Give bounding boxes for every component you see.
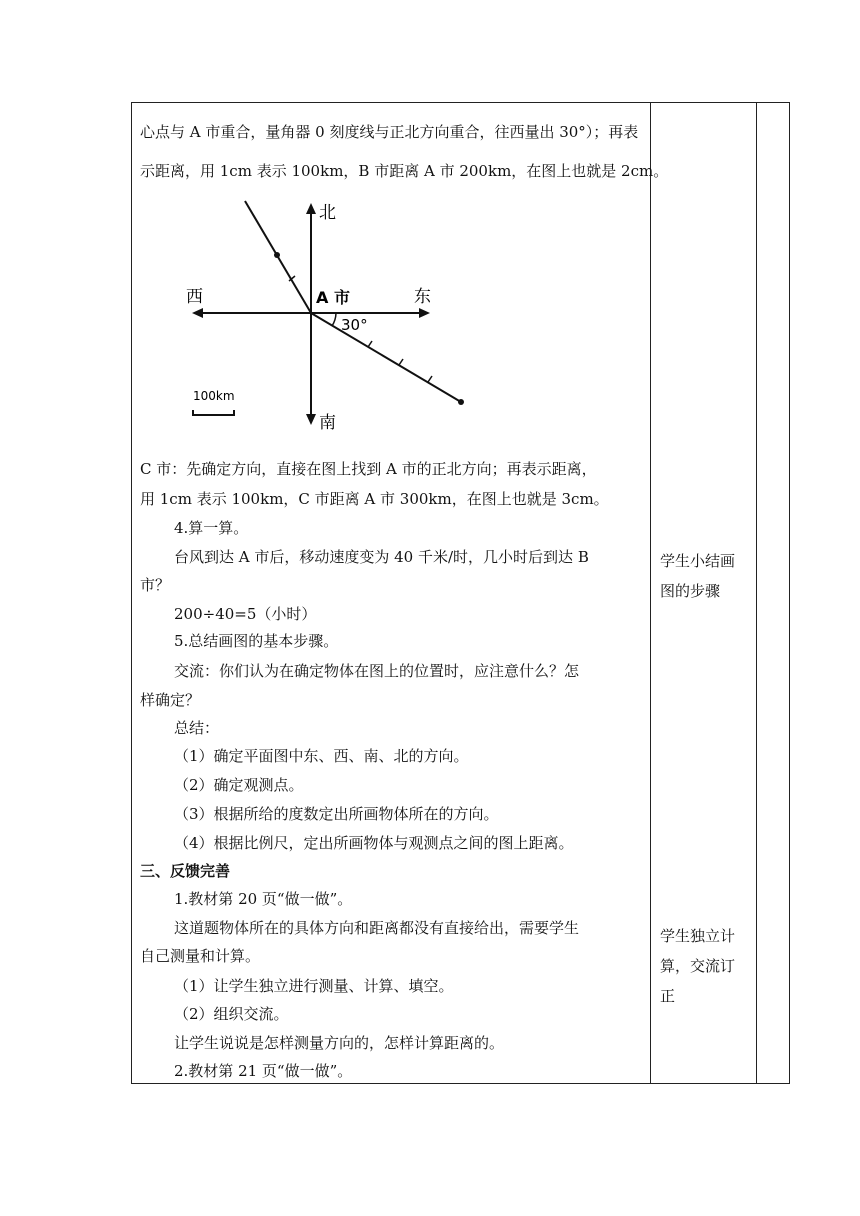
tick-mark (368, 341, 372, 347)
side-note-line: 图的步骤 (660, 582, 721, 600)
text-line: 市？ (140, 576, 171, 594)
label-south: 南 (319, 413, 336, 433)
text-line: 4.算一算。 (174, 519, 249, 537)
label-east: 东 (414, 287, 431, 307)
label-scale: 100km (193, 389, 235, 403)
east-arrow-icon (419, 308, 430, 318)
text-line: 示距离，用 1cm 表示 100km，B 市距离 A 市 200km，在图上也就是 2cm。 (140, 162, 669, 180)
text-line: 台风到达 A 市后，移动速度变为 40 千米/时，几小时后到达 B (174, 548, 589, 566)
side-note-line: 正 (660, 987, 676, 1005)
side-note-line: 算，交流订 (660, 957, 736, 975)
text-line: （3）根据所给的度数定出所画物体所在的方向。 (174, 805, 499, 823)
text-line: （1）确定平面图中东、西、南、北的方向。 (174, 747, 469, 765)
text-line: 让学生说说是怎样测量方向的，怎样计算距离的。 (174, 1034, 505, 1052)
text-line: 心点与 A 市重合，量角器 0 刻度线与正北方向重合，往西量出 30°）；再表 (140, 123, 639, 141)
tick-mark (399, 359, 403, 365)
text-line: （2）确定观测点。 (174, 776, 304, 794)
label-west: 西 (186, 287, 203, 307)
text-line: （2）组织交流。 (174, 1005, 289, 1023)
text-line: 自己测量和计算。 (140, 947, 261, 965)
text-line: 样确定？ (140, 691, 201, 709)
text-line: （1）让学生独立进行测量、计算、填空。 (174, 977, 454, 995)
text-line: 1.教材第 20 页“做一做”。 (174, 890, 353, 908)
west-arrow-icon (192, 308, 203, 318)
text-line: 5.总结画图的基本步骤。 (174, 632, 339, 650)
angle-arc (332, 313, 336, 326)
scale-bar (193, 410, 234, 415)
text-line: 200÷40=5（小时） (174, 605, 317, 623)
side-note-line: 学生独立计 (660, 927, 736, 945)
text-line: 用 1cm 表示 100km，C 市距离 A 市 300km，在图上也就是 3cm。 (140, 490, 609, 508)
section-heading: 三、反馈完善 (140, 862, 231, 880)
south-arrow-icon (306, 414, 316, 425)
north-arrow-icon (306, 203, 316, 214)
text-line: 2.教材第 21 页“做一做”。 (174, 1062, 353, 1080)
line-to-point (311, 313, 461, 402)
tick-mark (428, 376, 432, 382)
text-line: （4）根据比例尺，定出所画物体与观测点之间的图上距离。 (174, 834, 574, 852)
text-line: 交流：你们认为在确定物体在图上的位置时，应注意什么？怎 (174, 662, 580, 680)
label-angle: 30° (341, 316, 368, 334)
label-center: A 市 (316, 288, 350, 307)
text-line: C 市：先确定方向，直接在图上找到 A 市的正北方向；再表示距离， (140, 460, 597, 478)
side-note-line: 学生小结画 (660, 552, 736, 570)
text-line: 这道题物体所在的具体方向和距离都没有直接给出，需要学生 (174, 919, 580, 937)
point-c (458, 399, 464, 405)
text-line: 总结： (174, 719, 220, 737)
point-b (274, 252, 280, 258)
label-north: 北 (319, 203, 336, 223)
